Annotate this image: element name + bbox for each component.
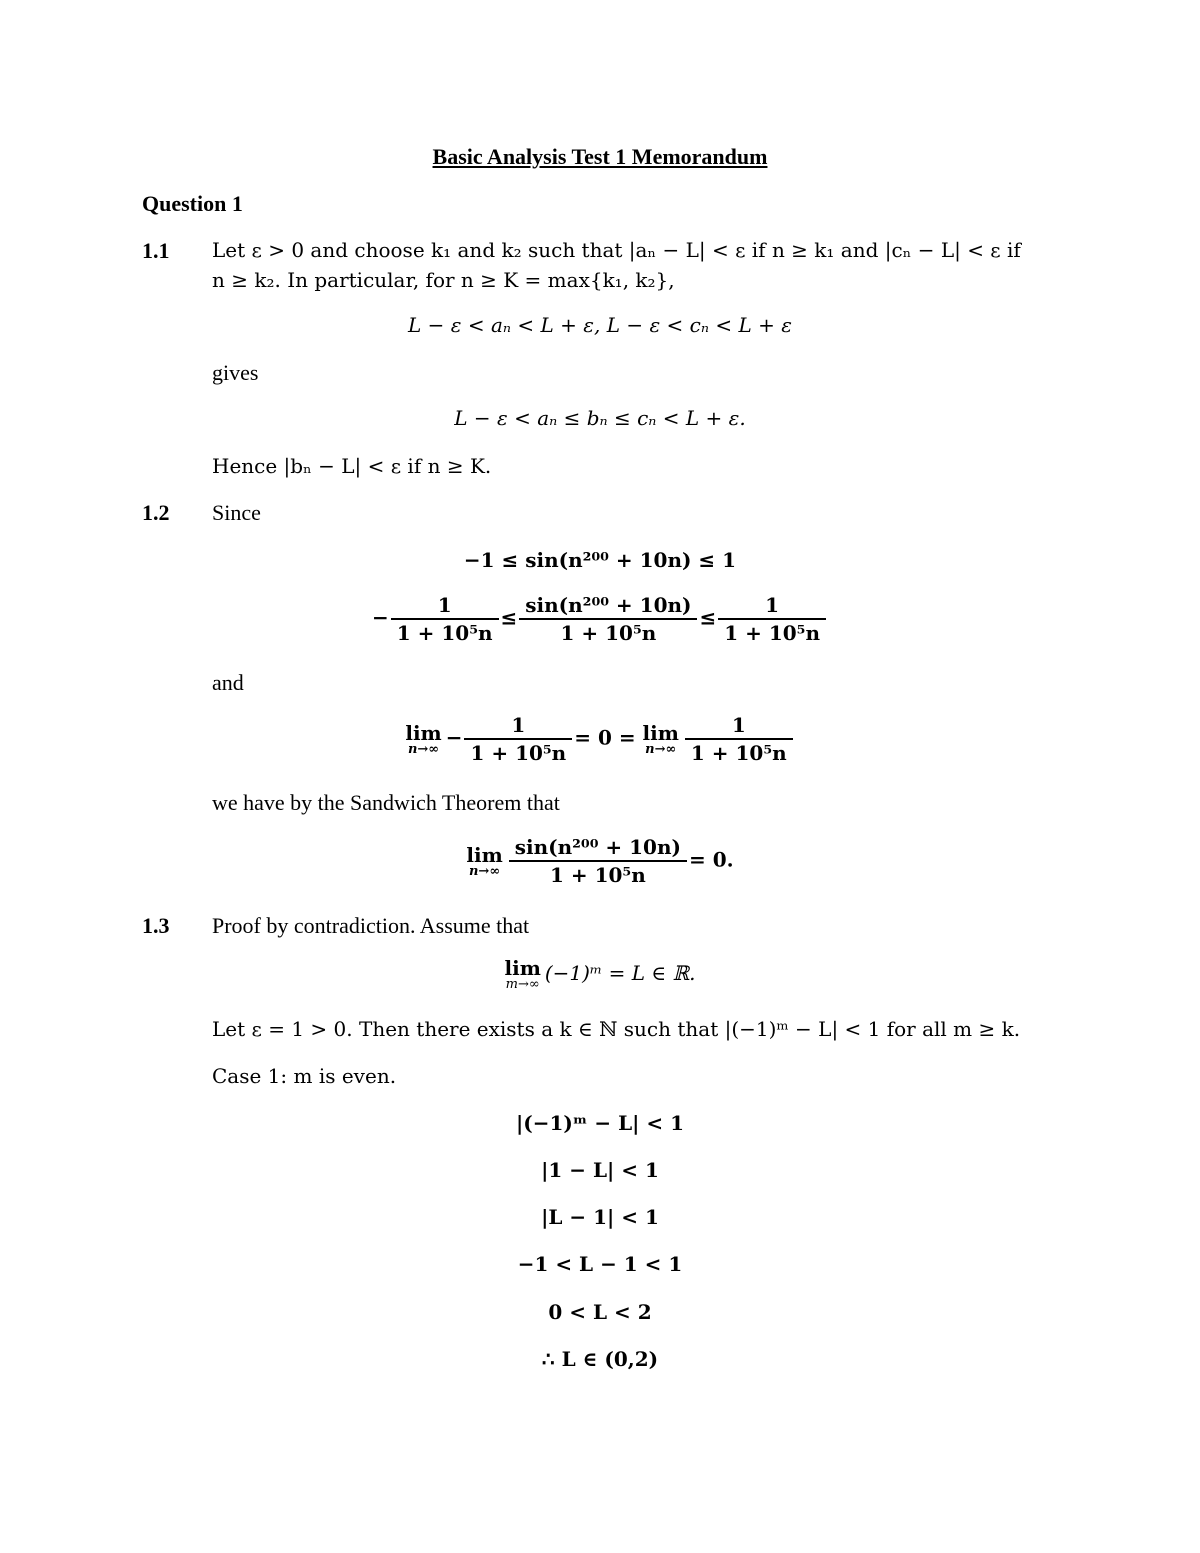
q1-2-sandwich-text: we have by the Sandwich Theorem that: [212, 790, 560, 815]
le-sign: ≤: [699, 605, 717, 630]
q1-1-gives: gives: [212, 360, 259, 385]
document-title: Basic Analysis Test 1 Memorandum: [432, 144, 768, 169]
minus-sign: −: [372, 605, 389, 630]
fraction-numerator: sin(n²⁰⁰ + 10n): [525, 593, 692, 617]
lim-subscript: m→∞: [505, 977, 540, 992]
q1-2-and: and: [212, 670, 244, 695]
fraction-denominator: 1 + 10⁵n: [718, 618, 826, 643]
q1-3-case-1: Case 1: m is even.: [212, 1064, 397, 1088]
q1-1-hence: Hence |bₙ − L| < ε if n ≥ K.: [212, 454, 492, 478]
q1-2-since: Since: [212, 500, 261, 525]
q1-3-step-3: |L − 1| < 1: [541, 1205, 659, 1229]
fraction-denominator: 1 + 10⁵n: [685, 738, 793, 763]
fraction-denominator: 1 + 10⁵n: [509, 860, 687, 885]
limit-operator: [466, 842, 503, 879]
fraction-numerator: 1: [511, 713, 526, 737]
question-heading: Question 1: [142, 191, 243, 216]
fraction-denominator: 1 + 10⁵n: [391, 618, 499, 643]
fraction-limit: [509, 837, 687, 885]
q1-1-line1: Let ε > 0 and choose k₁ and k₂ such that |aₙ − L| < ε if n ≥ k₁ and |cₙ − L| < ε if: [212, 238, 1021, 262]
q1-2-equation-3: [0, 715, 1200, 763]
fraction-middle: [519, 595, 697, 643]
fraction-left: [391, 595, 499, 643]
q1-3-step-5: 0 < L < 2: [548, 1300, 652, 1324]
q1-3-step-6: ∴ L ∈ (0,2): [541, 1347, 659, 1371]
lim-word: lim: [504, 956, 541, 980]
q1-2-equation-1: −1 ≤ sin(n²⁰⁰ + 10n) ≤ 1: [463, 548, 737, 572]
lim-word: lim: [405, 720, 442, 745]
q1-3-let-text: Let ε = 1 > 0. Then there exists a k ∈ ℕ such that |(−1)ᵐ − L| < 1 for all m ≥ k.: [212, 1017, 1021, 1041]
limit-expression: (−1)ᵐ = L ∈ ℝ.: [544, 961, 696, 985]
equals-zero: = 0 =: [574, 725, 636, 750]
q1-2-equation-4: [0, 837, 1200, 885]
q1-2-equation-2: [0, 595, 1200, 643]
q1-3-step-4: −1 < L − 1 < 1: [517, 1252, 683, 1276]
q1-3-intro: Proof by contradiction. Assume that: [212, 913, 530, 938]
q1-3-equation-1: [0, 958, 1200, 991]
item-number-1-3: 1.3: [142, 913, 170, 938]
q1-3-step-2: |1 − L| < 1: [541, 1158, 659, 1182]
limit-operator: [505, 958, 541, 991]
lim-word: lim: [642, 720, 679, 745]
lim-subscript: n→∞: [407, 741, 440, 757]
fraction-numerator: sin(n²⁰⁰ + 10n): [514, 835, 681, 859]
fraction-limit-left: [464, 715, 572, 763]
fraction-numerator: 1: [731, 713, 746, 737]
limit-operator: [642, 720, 679, 757]
lim-word: lim: [466, 842, 503, 867]
item-number-1-2: 1.2: [142, 500, 170, 525]
fraction-limit-right: [685, 715, 793, 763]
equals-zero: = 0.: [688, 847, 734, 872]
fraction-right: [718, 595, 826, 643]
q1-1-equation-2: L − ε < aₙ ≤ bₙ ≤ cₙ < L + ε.: [454, 406, 746, 430]
lim-subscript: n→∞: [468, 863, 501, 879]
fraction-denominator: 1 + 10⁵n: [464, 738, 572, 763]
fraction-numerator: 1: [765, 593, 780, 617]
minus-sign: −: [445, 725, 463, 750]
item-number-1-1: 1.1: [142, 238, 170, 263]
lim-subscript: n→∞: [645, 741, 677, 757]
le-sign: ≤: [500, 605, 518, 630]
fraction-numerator: 1: [437, 593, 452, 617]
limit-operator: [405, 720, 442, 757]
q1-1-line2: n ≥ k₂. In particular, for n ≥ K = max{k₁, k₂},: [212, 268, 675, 292]
q1-3-step-1: |(−1)ᵐ − L| < 1: [515, 1111, 685, 1135]
fraction-denominator: 1 + 10⁵n: [519, 618, 697, 643]
q1-1-equation-1: L − ε < aₙ < L + ε, L − ε < cₙ < L + ε: [408, 313, 792, 337]
